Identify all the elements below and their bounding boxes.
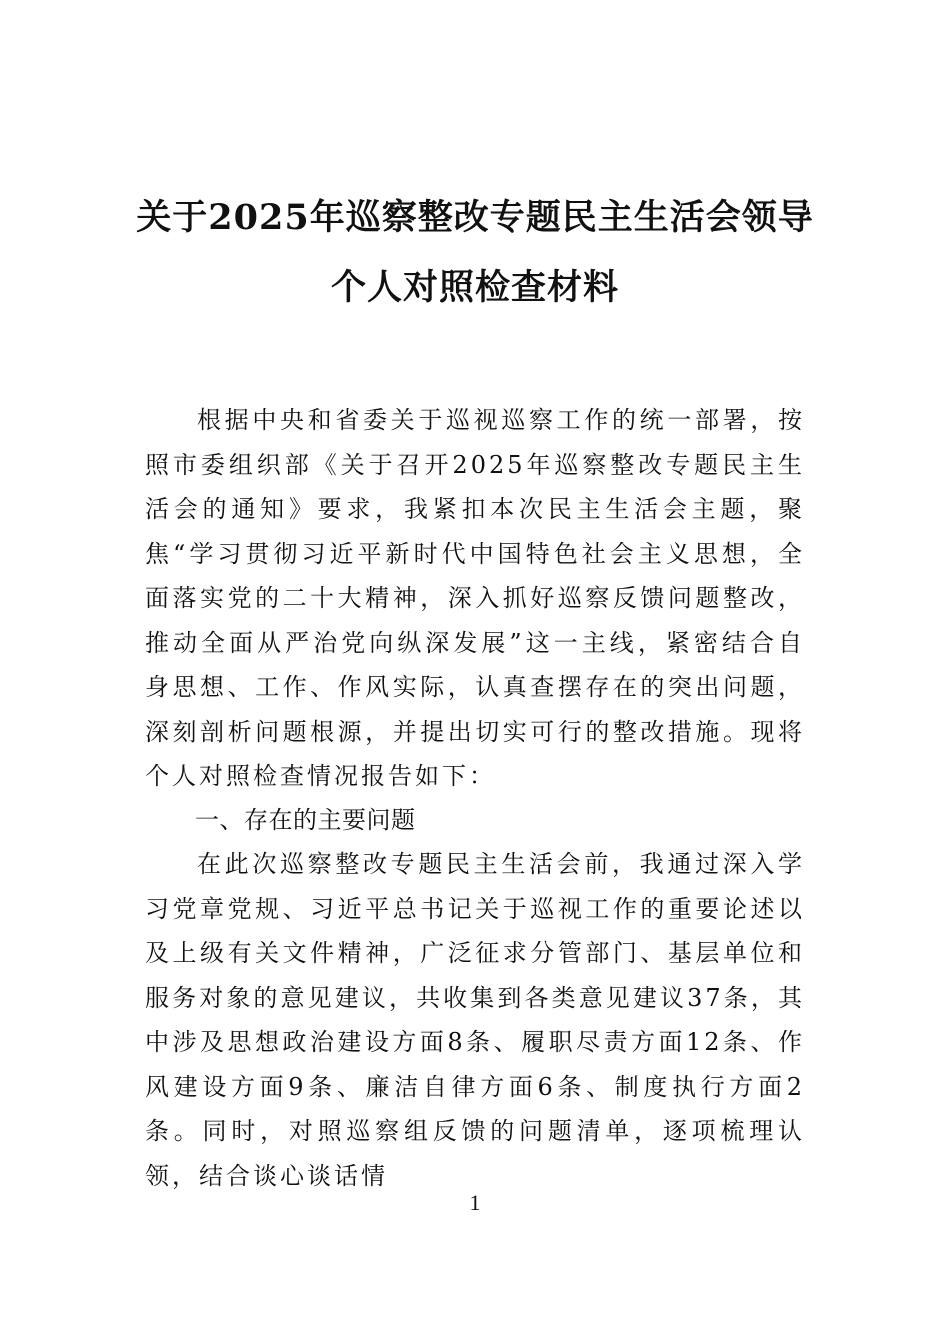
section-heading-1: 一、存在的主要问题 [195, 806, 416, 834]
page-number: 1 [469, 1190, 481, 1215]
intro-paragraph: 根据中央和省委关于巡视巡察工作的统一部署，按照市委组织部《关于召开2025年巡察整改专题民主生活会的通知》要求，我紧扣本次民主生活会主题，聚焦“学习贯彻习近平新时代中国特色社会主义思想，全面落实党的二十大精神，深入抓好巡察反馈问题整改，推动全面从严治党向纵深发展”这一主线，紧密结合自身思想、工作、作风实际，认真查摆存在的突出问题，深刻剖析问题根源，并提出切实可行的整改措施。现将个人对照检查情况报告如下： [145, 406, 805, 790]
document-title-line-1: 关于2025年巡察整改专题民主生活会领导 [136, 197, 814, 238]
document-title-line-2: 个人对照检查材料 [330, 267, 619, 308]
section-1-paragraph: 在此次巡察整改专题民主生活会前，我通过深入学习党章党规、习近平总书记关于巡视工作的重要论述以及上级有关文件精神，广泛征求分管部门、基层单位和服务对象的意见建议，共收集到各类意见建议37条，其中涉及思想政治建设方面8条、履职尽责方面12条、作风建设方面9条、廉洁自律方面6条、制度执行方面2条。同时，对照巡察组反馈的问题清单，逐项梳理认领，结合谈心谈话情 [145, 850, 805, 1190]
